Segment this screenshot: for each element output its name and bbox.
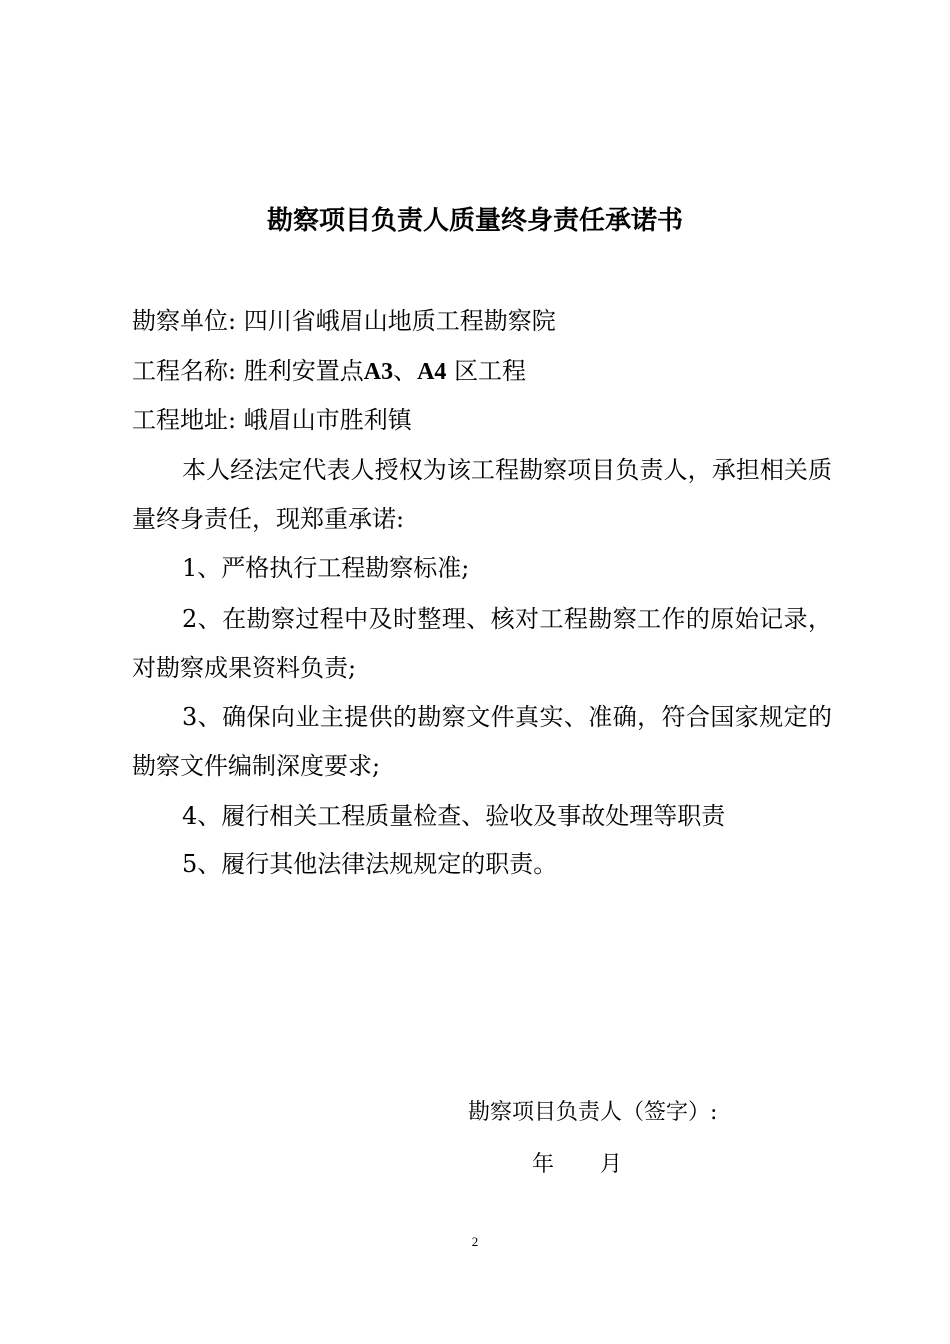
project-name-value-suffix: 区工程: [454, 357, 527, 385]
survey-unit-line: [132, 306, 556, 336]
project-name-separator: 、: [393, 357, 418, 385]
project-name-block-a4: A4: [417, 359, 447, 385]
commitment-item-1: 1、严格执行工程勘察标准;: [182, 554, 470, 582]
project-address-line: [132, 405, 412, 435]
signature-label: 勘察项目负责人（签字）:: [468, 1100, 718, 1125]
commitment-item-5: 5、履行其他法律法规规定的职责。: [182, 850, 558, 878]
page-number: 2: [471, 1234, 479, 1249]
document-title: 勘察项目负责人质量终身责任承诺书: [266, 206, 683, 236]
signature-date: [532, 1150, 622, 1180]
commitment-item-4: 4、履行相关工程质量检查、验收及事故处理等职责: [182, 802, 726, 830]
date-month-label: 月: [600, 1152, 623, 1177]
project-address-label: 工程地址:: [132, 406, 237, 434]
project-name-line: [132, 356, 526, 387]
project-name-label: 工程名称:: [132, 357, 237, 385]
commitment-item-3: 3、确保向业主提供的勘察文件真实、准确，符合国家规定的勘察文件编制深度要求;: [132, 703, 832, 780]
date-year-label: 年: [532, 1152, 555, 1177]
project-name-value-prefix: 胜利安置点: [243, 357, 364, 385]
survey-unit-value: 四川省峨眉山地质工程勘察院: [243, 307, 556, 335]
intro-paragraph: 本人经法定代表人授权为该工程勘察项目负责人，承担相关质量终身责任，现郑重承诺:: [132, 456, 832, 533]
commitment-item-2: 2、在勘察过程中及时整理、核对工程勘察工作的原始记录，对勘察成果资料负责;: [132, 605, 832, 682]
survey-unit-label: 勘察单位:: [132, 307, 237, 335]
project-address-value: 峨眉山市胜利镇: [243, 406, 412, 434]
project-name-block-a3: A3: [363, 359, 394, 385]
